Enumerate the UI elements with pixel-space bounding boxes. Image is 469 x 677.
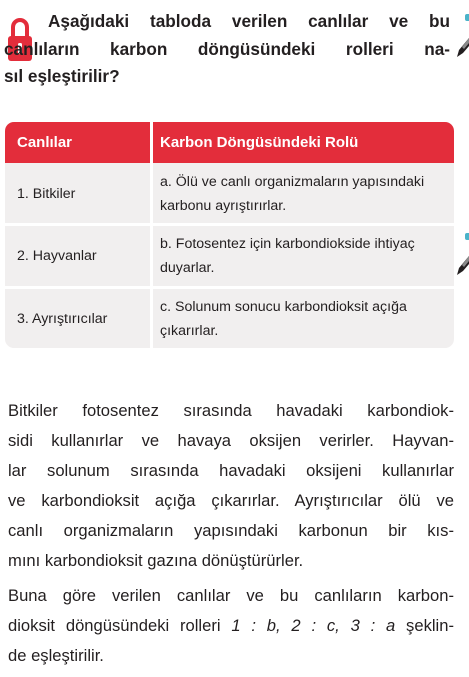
role-cell: [160, 163, 446, 225]
question-line: Aşağıdaki tabloda verilen canlılar ve bu: [48, 11, 450, 31]
paragraph-line: Buna göre verilen canlılar ve bu canlıların karbon-: [8, 586, 454, 605]
paragraph-line: Bitkiler fotosentez sırasında havadaki karbondiok-: [8, 401, 454, 420]
table-row: [5, 289, 454, 348]
role-text: duyarlar.: [160, 260, 215, 276]
header-organisms: Canlılar: [17, 134, 73, 151]
pen-icon: [457, 254, 469, 276]
role-text: c. Solunum sonucu karbondioksit açığa: [160, 298, 407, 315]
organism-cell: 2. Hayvanlar: [17, 248, 97, 264]
answer-match: 1 : b, 2 : c, 3 : a: [231, 616, 396, 635]
paragraph-line: [8, 611, 454, 641]
role-cell: [160, 289, 446, 348]
paragraph-line: ve karbondioksit açığa çıkarırlar. Ayrıştırıcılar ölü ve: [8, 491, 454, 510]
role-text: b. Fotosentez için karbondiokside ihtiyaç: [160, 236, 415, 252]
header-role: Karbon Döngüsündeki Rolü: [160, 134, 359, 151]
answer-paragraph: [8, 581, 454, 671]
pen-icon: [457, 36, 469, 58]
table-row: [5, 226, 454, 286]
paragraph-line: mını karbondioksit gazına dönüştürürler.: [8, 551, 304, 570]
answer-text: dioksit döngüsündeki rolleri: [8, 616, 232, 635]
role-text: çıkarırlar.: [160, 322, 219, 339]
table-header: [5, 122, 454, 163]
organism-cell: 1. Bitkiler: [17, 186, 76, 202]
paragraph-line: de eşleştirilir.: [8, 646, 104, 665]
explanation-paragraph: [8, 396, 454, 576]
answer-text: şeklin-: [395, 616, 455, 635]
paragraph-line: canlı organizmaların yapısındaki karbonun bir kıs-: [8, 521, 454, 540]
margin-tick: [465, 14, 469, 21]
paragraph-line: lar solunum sırasında havadaki oksijeni kullanırlar: [8, 461, 454, 480]
question-line: canlıların karbon döngüsündeki rolleri na-: [4, 38, 450, 59]
table-row: [5, 163, 454, 225]
column-divider: [150, 122, 153, 348]
matching-table: [5, 122, 454, 348]
role-text: a. Ölü ve canlı organizmaların yapısındaki: [160, 174, 425, 190]
role-cell: [160, 226, 446, 286]
organism-cell: 3. Ayrıştırıcılar: [17, 310, 108, 327]
margin-tick: [465, 233, 469, 240]
paragraph-line: sidi kullanırlar ve havaya oksijen verirler. Hayvan-: [8, 431, 454, 450]
question-text: [4, 8, 450, 91]
role-text: karbonu ayrıştırırlar.: [160, 198, 287, 214]
question-line: sıl eşleştirilir?: [4, 66, 120, 86]
